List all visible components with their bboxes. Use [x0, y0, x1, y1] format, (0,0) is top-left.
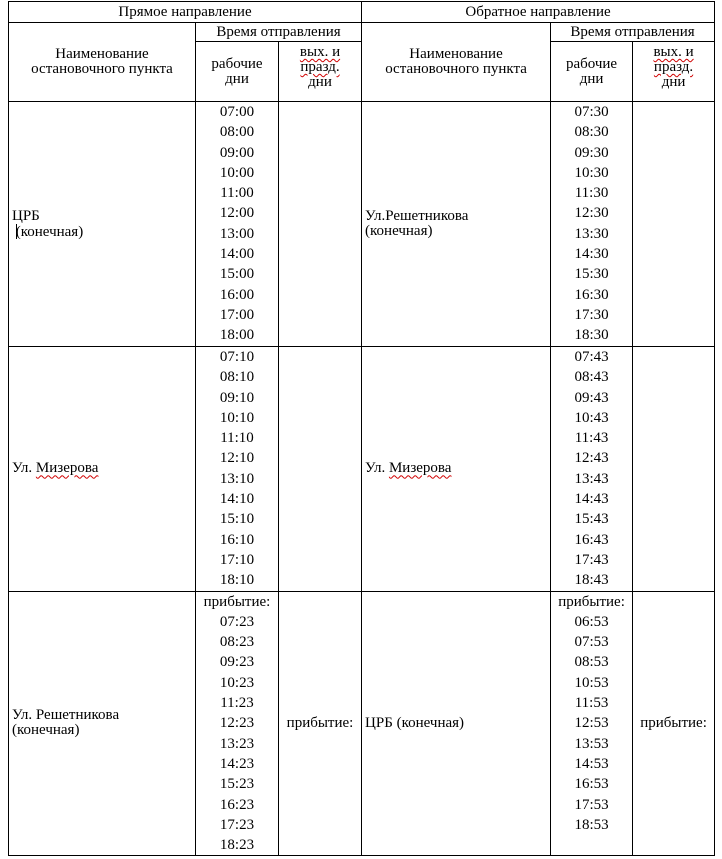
- time-cell: 11:10: [220, 430, 254, 447]
- backward-weekend-arrival: прибытие:: [633, 591, 715, 856]
- workdays-line1: рабочие: [211, 55, 263, 72]
- time-cell: 17:53: [574, 796, 609, 813]
- stop-name-line2: (конечная): [15, 223, 84, 240]
- arrival-label: прибытие:: [558, 593, 625, 610]
- time-cell: 08:30: [574, 124, 609, 141]
- time-cell: 10:23: [219, 674, 255, 691]
- time-cell: 12:10: [219, 450, 255, 467]
- backward-stop-cell: [362, 591, 551, 856]
- forward-workday-times: [196, 347, 279, 592]
- forward-weekend-times: [279, 347, 362, 592]
- forward-weekend-times: [279, 102, 362, 347]
- weekend-line1: вых. и: [653, 44, 694, 60]
- time-cell: 16:10: [219, 531, 255, 548]
- time-cell: 06:53: [574, 613, 609, 630]
- direction-header-row: [9, 2, 715, 23]
- time-cell: 16:30: [574, 286, 609, 303]
- backward-weekend-times: [633, 347, 715, 592]
- workdays-line1: рабочие: [565, 55, 618, 72]
- time-cell: 16:53: [574, 776, 609, 793]
- time-cell: 14:10: [219, 491, 255, 508]
- backward-weekend-times: [633, 102, 715, 347]
- time-cell: 07:23: [219, 613, 255, 630]
- time-cell: 10:43: [574, 409, 609, 426]
- time-cell: 18:43: [574, 572, 609, 589]
- forward-stop-cell: Ул. Мизерова: [9, 347, 196, 592]
- table-row: [9, 102, 715, 347]
- time-cell: 07:53: [574, 634, 609, 651]
- backward-stop-name-header: [362, 23, 551, 102]
- forward-workday-times: [196, 591, 279, 856]
- time-cell: 13:43: [574, 470, 609, 487]
- time-cell: 08:00: [219, 124, 255, 141]
- stop-name-header-line1: Наименование: [55, 46, 149, 62]
- stop-name-header-line1: Наименование: [409, 46, 503, 62]
- weekend-line3: дни: [308, 74, 332, 90]
- time-cell: 14:23: [219, 755, 255, 772]
- time-cell: 18:30: [574, 327, 609, 344]
- time-cell: 16:23: [219, 796, 255, 813]
- backward-workday-times: [551, 347, 633, 592]
- time-cell: 13:00: [219, 225, 255, 242]
- time-cell: 12:00: [219, 205, 255, 222]
- time-cell: 10:30: [574, 164, 609, 181]
- time-cell: 13:53: [574, 735, 609, 752]
- backward-stop-cell: Ул. Мизерова: [362, 347, 551, 592]
- table-row: [9, 591, 715, 856]
- time-cell: 09:23: [219, 654, 255, 671]
- time-cell: 14:43: [574, 491, 609, 508]
- time-cell: 15:23: [219, 776, 255, 793]
- time-cell: 14:53: [574, 755, 609, 772]
- stop-name: Мизерова: [388, 460, 452, 477]
- time-cell: 11:53: [574, 695, 609, 712]
- time-cell: 15:10: [219, 511, 255, 528]
- time-cell: 09:10: [219, 389, 255, 406]
- time-cell: 17:00: [219, 306, 255, 323]
- forward-stop-name-header: [9, 23, 196, 102]
- stop-name-line1: Ул. Решетникова: [12, 707, 120, 724]
- time-cell: 08:43: [574, 369, 609, 386]
- time-cell: 07:00: [219, 104, 255, 120]
- time-cell: 18:00: [219, 327, 255, 344]
- time-cell: 11:43: [574, 430, 609, 447]
- time-cell: 17:10: [219, 551, 255, 568]
- backward-workday-times: [551, 591, 633, 856]
- stop-name-header-line2: остановочного пункта: [385, 61, 527, 77]
- time-cell: 15:30: [574, 266, 609, 283]
- time-cell: 17:23: [219, 816, 255, 833]
- backward-departure-time-header: Время отправления: [551, 23, 715, 42]
- time-cell: 07:30: [574, 104, 609, 120]
- backward-weekend-header: [633, 42, 715, 102]
- time-cell: 15:00: [219, 266, 255, 283]
- time-cell: 16:43: [574, 531, 609, 548]
- arrival-label: прибытие:: [203, 593, 271, 610]
- workdays-line2: дни: [579, 70, 604, 87]
- time-cell: 11:00: [220, 185, 254, 202]
- stop-name-line1: ЦРБ: [12, 207, 40, 224]
- weekend-line2: празд.: [300, 59, 340, 75]
- time-cell: 07:43: [574, 349, 609, 365]
- time-cell: 08:23: [219, 634, 255, 651]
- backward-workday-times: [551, 102, 633, 347]
- forward-direction-title: Прямое направление: [9, 2, 362, 23]
- forward-departure-time-header: Время отправления: [196, 23, 362, 42]
- forward-weekend-arrival: прибытие:: [279, 591, 362, 856]
- time-cell: 12:23: [219, 715, 255, 732]
- time-cell: 10:00: [219, 164, 255, 181]
- time-cell: 18:23: [219, 837, 255, 854]
- forward-stop-cell: [9, 102, 196, 347]
- time-cell: 09:43: [574, 389, 609, 406]
- time-cell: 10:10: [219, 409, 255, 426]
- time-cell: 13:30: [574, 225, 609, 242]
- schedule-table: [8, 1, 715, 856]
- time-cell: 17:30: [574, 306, 609, 323]
- time-cell: 16:00: [219, 286, 255, 303]
- time-cell: 09:30: [574, 144, 609, 161]
- time-cell: 08:53: [574, 654, 609, 671]
- time-cell: 07:10: [219, 349, 255, 365]
- time-cell: 12:43: [574, 450, 609, 467]
- time-cell: 11:23: [220, 695, 254, 712]
- table-row: [9, 347, 715, 592]
- column-header-row-1: [9, 23, 715, 42]
- weekend-line1: вых. и: [299, 44, 341, 60]
- time-cell: 15:43: [574, 511, 609, 528]
- time-cell: 18:53: [574, 816, 609, 833]
- stop-name-line2: (конечная): [365, 223, 433, 239]
- stop-name-line2: (конечная): [12, 722, 80, 739]
- forward-workday-times: [196, 102, 279, 347]
- backward-direction-title: Обратное направление: [362, 2, 715, 23]
- time-cell: 14:30: [574, 246, 609, 263]
- time-cell: 10:53: [574, 674, 609, 691]
- time-cell: 11:30: [574, 185, 609, 202]
- time-cell: 08:10: [219, 369, 255, 386]
- forward-workdays-header: [196, 42, 279, 102]
- time-cell: 14:00: [219, 246, 255, 263]
- time-cell: 18:10: [219, 572, 255, 589]
- forward-stop-cell: [9, 591, 196, 856]
- backward-workdays-header: [551, 42, 633, 102]
- stop-name-header-line2: остановочного пункта: [31, 61, 173, 77]
- backward-stop-cell: [362, 102, 551, 347]
- stop-name: Мизерова: [35, 460, 99, 477]
- time-cell: 09:00: [219, 144, 255, 161]
- weekend-line3: дни: [661, 74, 686, 90]
- time-cell: 12:30: [574, 205, 609, 222]
- workdays-line2: дни: [225, 70, 249, 87]
- time-cell: 13:10: [219, 470, 255, 487]
- time-cell: 12:53: [574, 715, 609, 732]
- time-cell: 13:23: [219, 735, 255, 752]
- time-cell: 17:43: [574, 551, 609, 568]
- weekend-line2: празд.: [653, 59, 694, 75]
- stop-name-line1: ЦРБ (конечная): [365, 714, 465, 731]
- forward-weekend-header: [279, 42, 362, 102]
- stop-name-line1: Ул.Решетникова: [365, 208, 469, 224]
